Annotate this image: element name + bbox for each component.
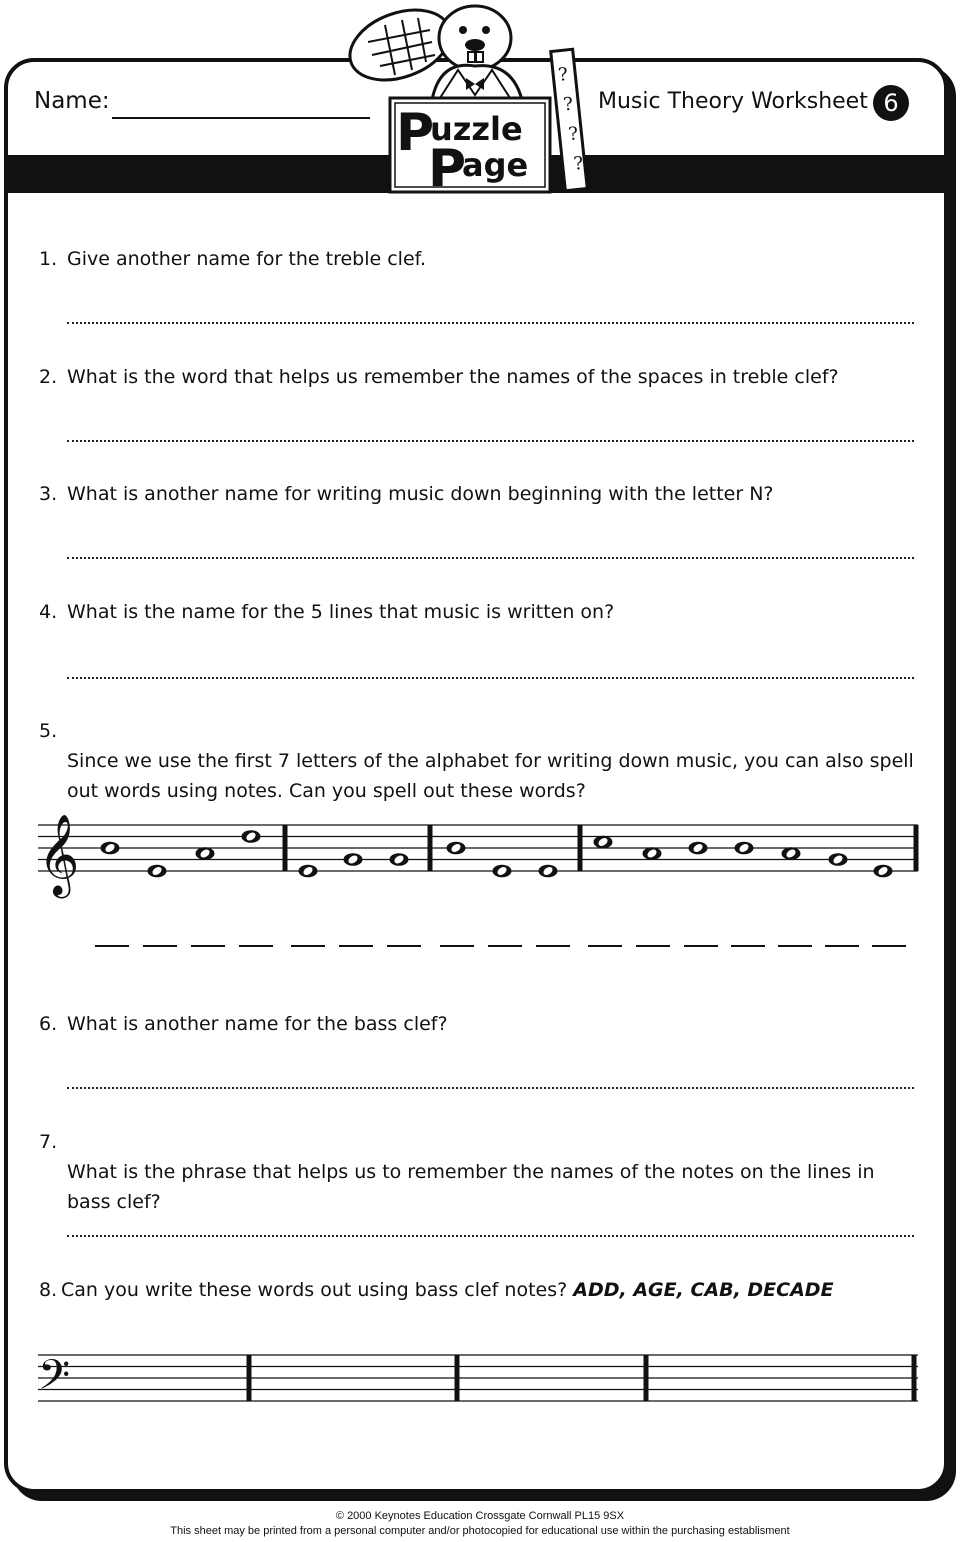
question-4 (39, 597, 614, 627)
question-5 (39, 716, 919, 806)
name-input-line[interactable] (112, 117, 370, 119)
svg-text:?: ? (572, 152, 585, 175)
question-3 (39, 479, 774, 509)
answer-line-4[interactable] (67, 677, 914, 679)
question-number: 7. (39, 1131, 58, 1153)
question-7 (39, 1127, 919, 1217)
question-number: 2. (39, 366, 58, 388)
question-6 (39, 1009, 448, 1039)
answer-line-1[interactable] (67, 322, 914, 324)
worksheet-number-badge: 6 (873, 85, 909, 121)
answer-line-7[interactable] (67, 1235, 914, 1237)
question-text: Give another name for the treble clef. (67, 248, 426, 270)
question-number: 1. (39, 248, 58, 270)
question-1 (39, 244, 426, 274)
question-text: Since we use the first 7 letters of the alphabet for writing down music, you can also spell out words using notes. Can you spell out these words? (67, 750, 914, 802)
answer-line-6[interactable] (67, 1087, 914, 1089)
logo-letter-p2: P (428, 139, 467, 195)
question-text: What is the name for the 5 lines that music is written on? (67, 601, 615, 623)
question-number: 8. (39, 1279, 58, 1301)
question-number: 3. (39, 483, 58, 505)
svg-text:?: ? (567, 123, 580, 146)
question-text: What is the word that helps us remember the names of the spaces in treble clef? (67, 366, 839, 388)
question-emphasis: ADD, AGE, CAB, DECADE (573, 1279, 834, 1301)
puzzle-page-logo (340, 0, 610, 195)
treble-clef-icon: 𝄞 (38, 813, 80, 895)
logo-letter-p1: P (396, 103, 435, 163)
question-2 (39, 362, 839, 392)
question-text: What is the phrase that helps us to remember the names of the notes on the lines in bass clef? (67, 1161, 875, 1213)
bass-staff (0, 1335, 960, 1425)
question-8 (39, 1275, 834, 1305)
question-text: Can you write these words out using bass clef notes? (61, 1279, 568, 1301)
treble-staff (0, 800, 960, 910)
bass-clef-icon: 𝄢 (38, 1351, 71, 1409)
logo-text-2: age (462, 146, 529, 184)
footer-notice: This sheet may be printed from a personal computer and/or photocopied for educational use within the purchasing establisment (170, 1525, 790, 1537)
question-text: What is another name for writing music down beginning with the letter N? (67, 483, 774, 505)
answer-line-2[interactable] (67, 440, 914, 442)
question-text: What is another name for the bass clef? (67, 1013, 448, 1035)
svg-text:?: ? (557, 63, 569, 86)
question-number: 4. (39, 601, 58, 623)
logo-text-1: uzzle (430, 110, 523, 148)
question-number: 5. (39, 720, 58, 742)
name-label: Name: (34, 88, 110, 114)
question-number: 6. (39, 1013, 58, 1035)
footer-copyright: © 2000 Keynotes Education Crossgate Cornwall PL15 9SX (335, 1510, 625, 1522)
svg-text:?: ? (562, 93, 575, 116)
worksheet-title: Music Theory Worksheet (598, 89, 868, 114)
letter-blanks (0, 935, 960, 955)
answer-line-3[interactable] (67, 557, 914, 559)
